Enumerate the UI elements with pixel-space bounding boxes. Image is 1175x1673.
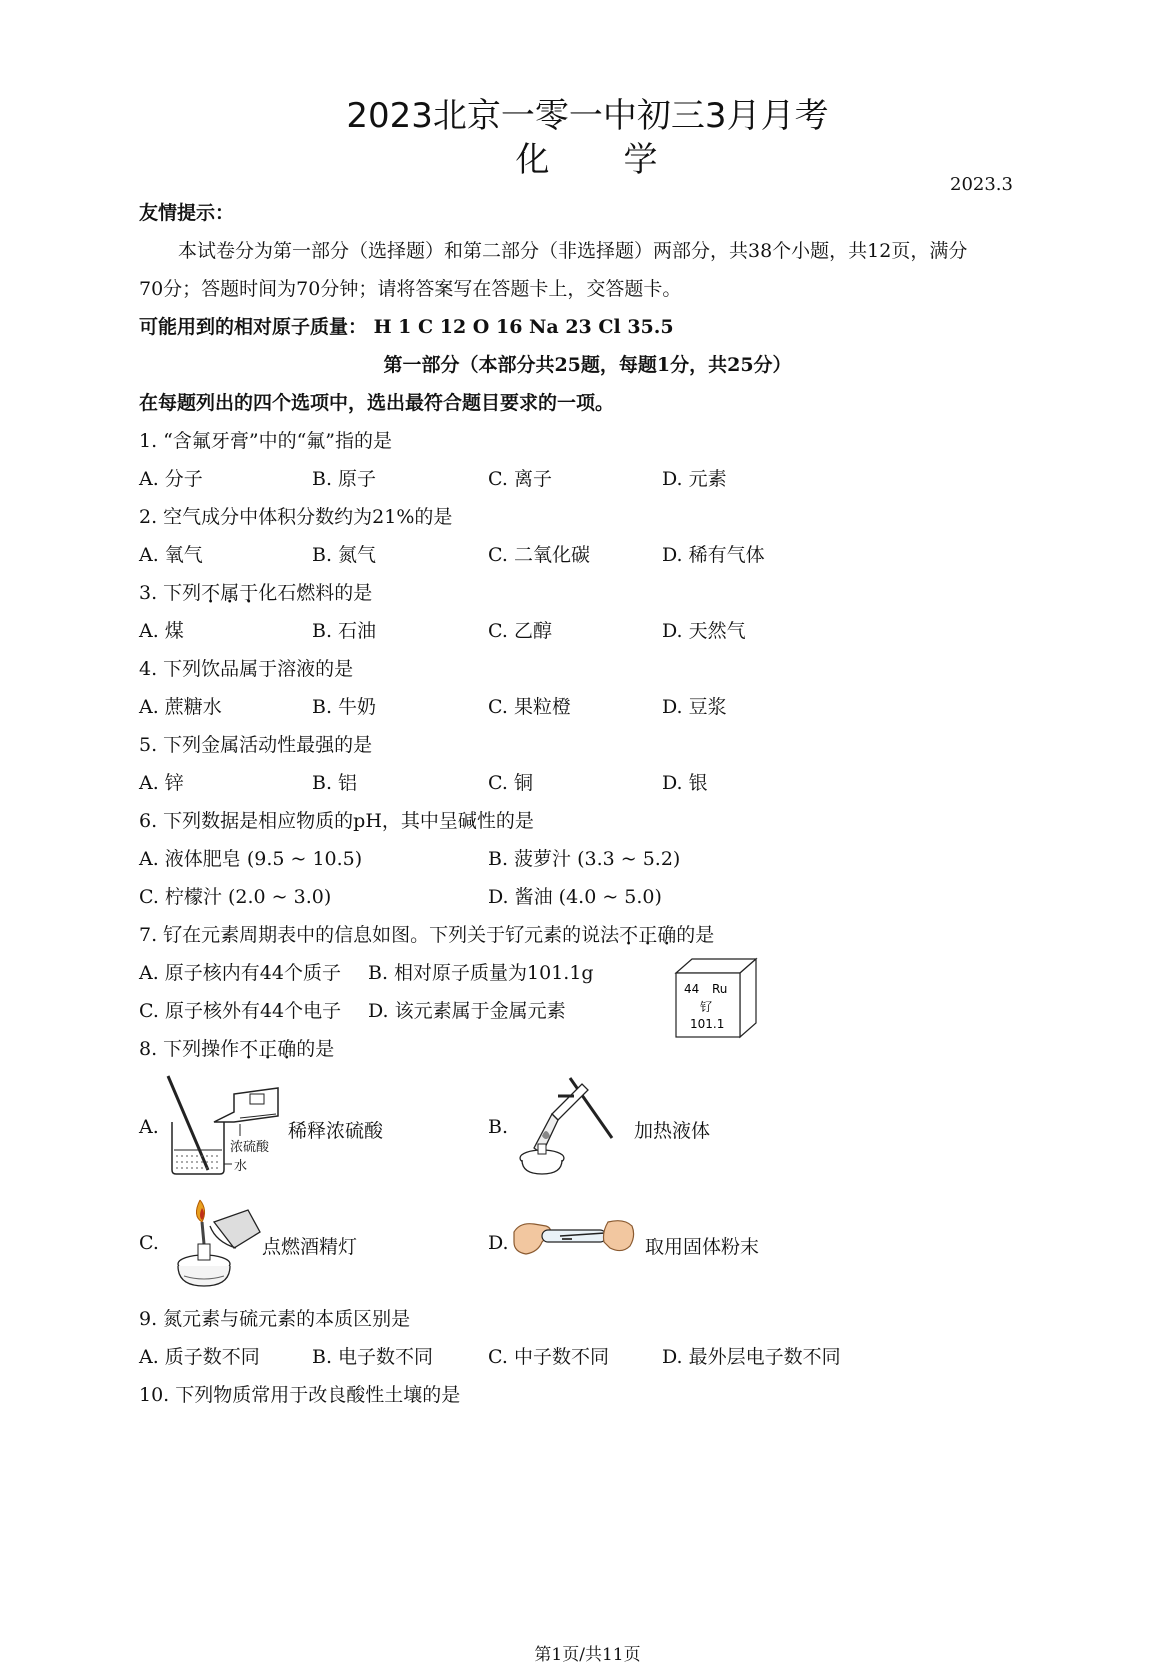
q7-option-d: D. 该元素属于金属元素 — [368, 1000, 566, 1022]
q2-option-b: B. 氮气 — [312, 544, 377, 566]
q10-stem: 10. 下列物质常用于改良酸性土壤的是 — [139, 1384, 461, 1406]
page-title: 2023北京一零一中初三3月月考 — [346, 96, 829, 136]
element-name: 钌 — [700, 1000, 713, 1014]
q8-option-c-letter: C. — [139, 1232, 159, 1254]
q1-option-d: D. 元素 — [662, 468, 727, 490]
q6-option-c: C. 柠檬汁 (2.0 ~ 3.0) — [139, 886, 332, 908]
q9-option-a: A. 质子数不同 — [139, 1346, 260, 1368]
q2-option-a: A. 氧气 — [139, 544, 203, 566]
q7-option-c: C. 原子核外有44个电子 — [139, 1000, 342, 1022]
part1-instruction: 在每题列出的四个选项中，选出最符合题目要求的一项。 — [139, 392, 615, 414]
q6-option-b: B. 菠萝汁 (3.3 ~ 5.2) — [488, 848, 681, 870]
q4-option-c: C. 果粒橙 — [488, 696, 571, 718]
q5-option-a: A. 锌 — [139, 772, 184, 794]
q9-option-b: B. 电子数不同 — [312, 1346, 434, 1368]
q8-option-b-caption: 加热液体 — [634, 1120, 711, 1142]
q1-option-b: B. 原子 — [312, 468, 377, 490]
light-alcohol-lamp-illustration — [164, 1192, 268, 1290]
q2-option-d: D. 稀有气体 — [662, 544, 765, 566]
exam-date: 2023.3 — [950, 174, 1013, 195]
q7-stem-post: 的是 — [676, 924, 715, 946]
q2-option-c: C. 二氧化碳 — [488, 544, 590, 566]
emphasis-char: 于 — [239, 582, 259, 604]
q3-stem-pre: 3. 下列 — [139, 582, 202, 604]
q5-stem: 5. 下列金属活动性最强的是 — [139, 734, 373, 756]
q1-stem: 1. “含氟牙膏”中的“氟”指的是 — [139, 430, 393, 452]
q1-option-c: C. 离子 — [488, 468, 552, 490]
tips-label: 友情提示： — [139, 202, 235, 224]
emphasis-char: 不 — [239, 1038, 259, 1060]
emphasis-char: 确 — [657, 924, 677, 946]
q2-stem: 2. 空气成分中体积分数约为21%的是 — [139, 506, 453, 528]
emphasis-char: 正 — [638, 924, 658, 946]
q8-option-a-caption: 稀释浓硫酸 — [288, 1120, 384, 1142]
q9-option-c: C. 中子数不同 — [488, 1346, 609, 1368]
label-concentrated-acid: 浓硫酸 — [230, 1140, 270, 1155]
intro-line-2: 70分；答题时间为70分钟；请将答案写在答题卡上，交答题卡。 — [139, 278, 682, 300]
element-symbol: Ru — [712, 982, 728, 996]
intro-line-1: 本试卷分为第一部分（选择题）和第二部分（非选择题）两部分，共38个小题，共12页，满分 — [178, 240, 968, 262]
q6-option-d: D. 酱油 (4.0 ~ 5.0) — [488, 886, 662, 908]
q7-stem — [139, 920, 714, 947]
atomic-masses: 可能用到的相对原子质量： H 1 C 12 O 16 Na 23 Cl 35.5 — [139, 316, 674, 338]
element-number: 44 — [684, 982, 700, 996]
page-number: 第1页/共11页 — [534, 1645, 641, 1665]
q6-stem: 6. 下列数据是相应物质的pH，其中呈碱性的是 — [139, 810, 534, 832]
q8-stem — [139, 1034, 334, 1061]
q4-stem: 4. 下列饮品属于溶液的是 — [139, 658, 354, 680]
dilute-acid-illustration — [160, 1074, 285, 1178]
emphasis-char: 不 — [201, 582, 221, 604]
emphasis-char: 不 — [619, 924, 639, 946]
heat-liquid-illustration — [512, 1074, 622, 1178]
q7-option-b: B. 相对原子质量为101.1g — [368, 962, 594, 984]
q8-option-c-caption: 点燃酒精灯 — [262, 1236, 358, 1258]
q3-stem — [139, 578, 372, 605]
subject-title: 化 学 — [515, 140, 660, 180]
element-mass: 101.1 — [690, 1017, 725, 1031]
q8-option-a-letter: A. — [139, 1116, 159, 1138]
q5-option-c: C. 铜 — [488, 772, 533, 794]
q5-option-b: B. 铝 — [312, 772, 358, 794]
take-solid-powder-illustration — [512, 1212, 636, 1262]
emphasis-char: 正 — [258, 1038, 278, 1060]
q8-option-d-caption: 取用固体粉末 — [645, 1236, 760, 1258]
q3-stem-post: 化石燃料的是 — [258, 582, 373, 604]
q4-option-d: D. 豆浆 — [662, 696, 727, 718]
q4-option-a: A. 蔗糖水 — [139, 696, 222, 718]
q8-option-d-letter: D. — [488, 1232, 509, 1254]
ruthenium-element-cube — [670, 955, 762, 1043]
q5-option-d: D. 银 — [662, 772, 708, 794]
q7-option-a: A. 原子核内有44个质子 — [139, 962, 341, 984]
emphasis-char: 确 — [277, 1038, 297, 1060]
q3-option-a: A. 煤 — [139, 620, 184, 642]
q9-option-d: D. 最外层电子数不同 — [662, 1346, 841, 1368]
q7-stem-pre: 7. 钌在元素周期表中的信息如图。下列关于钌元素的说法 — [139, 924, 620, 946]
q1-option-a: A. 分子 — [139, 468, 203, 490]
q3-option-b: B. 石油 — [312, 620, 377, 642]
label-water: 水 — [234, 1159, 248, 1174]
part1-title: 第一部分（本部分共25题，每题1分，共25分） — [383, 354, 792, 376]
q4-option-b: B. 牛奶 — [312, 696, 377, 718]
q9-stem: 9. 氮元素与硫元素的本质区别是 — [139, 1308, 411, 1330]
q3-option-c: C. 乙醇 — [488, 620, 552, 642]
q3-option-d: D. 天然气 — [662, 620, 746, 642]
q8-stem-post: 的是 — [296, 1038, 335, 1060]
q8-option-b-letter: B. — [488, 1116, 509, 1138]
emphasis-char: 属 — [220, 582, 240, 604]
q6-option-a: A. 液体肥皂 (9.5 ~ 10.5) — [139, 848, 363, 870]
q8-stem-pre: 8. 下列操作 — [139, 1038, 240, 1060]
